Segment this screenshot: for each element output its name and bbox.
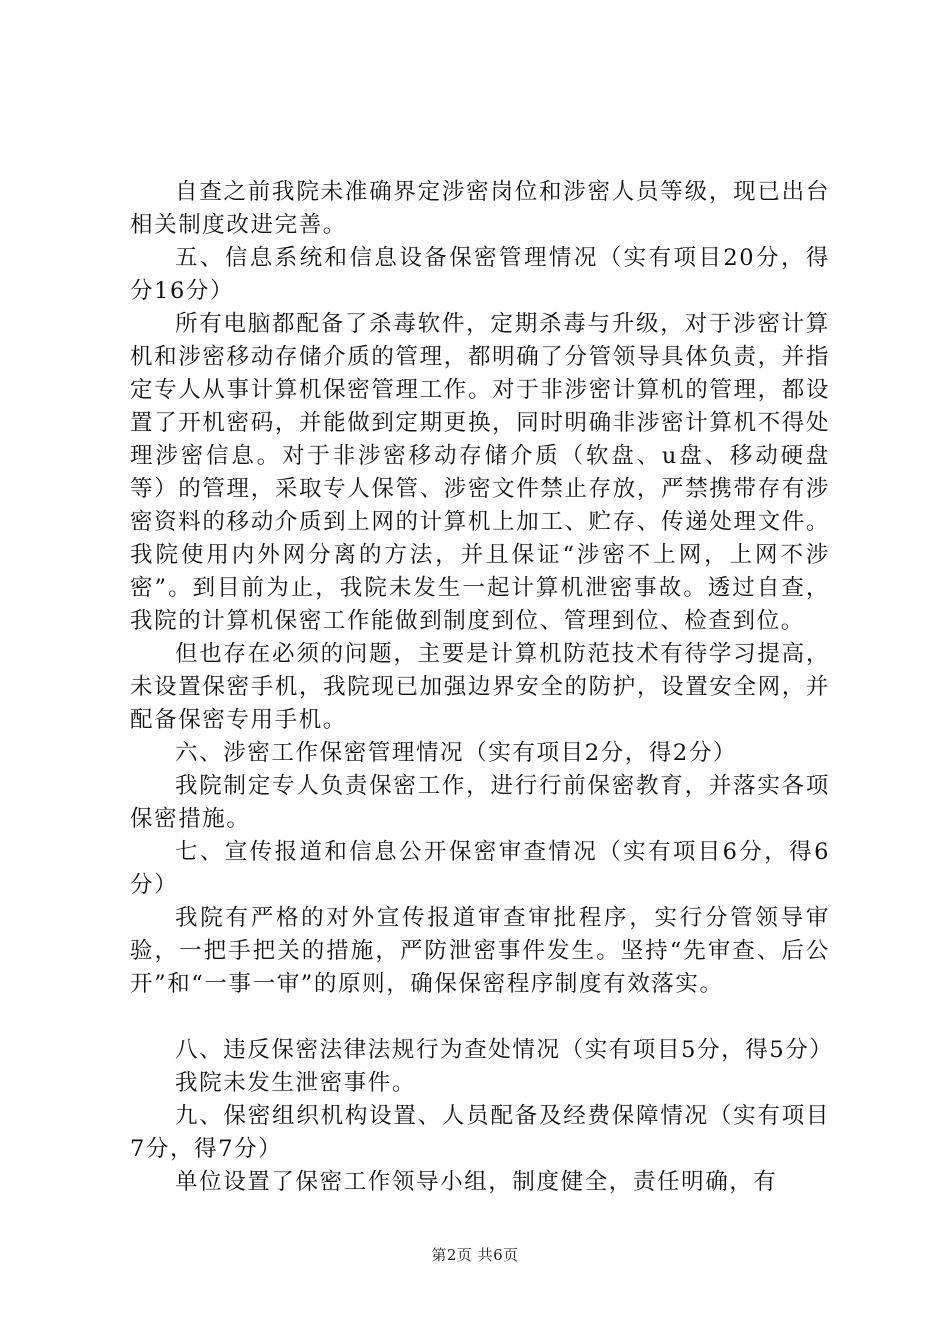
heading-section-6: 六、涉密工作保密管理情况（实有项目2分，得2分）: [175, 740, 738, 766]
heading-section-8: 八、违反保密法律法规行为查处情况（实有项目5分，得5分）: [175, 1037, 834, 1063]
paragraph-section-7-body: 我院有严格的对外宣传报道审查审批程序，实行分管领导审验，一把手把关的措施，严防泄密事件发生。坚持“先审查、后公开”和“一事一审”的原则，确保保密程序制度有效落实。: [130, 905, 830, 997]
paragraph-section-8-body: 我院未发生泄密事件。: [175, 1070, 417, 1096]
heading-section-5: 五、信息系统和信息设备保密管理情况（实有项目20分，得分16分）: [130, 245, 830, 304]
page-number-footer: 第2页 共6页: [431, 1246, 519, 1264]
paragraph-section-5-body: 所有电脑都配备了杀毒软件，定期杀毒与升级，对于涉密计算机和涉密移动存储介质的管理，都明确了分管领导具体负责，并指定专人从事计算机保密管理工作。对于非涉密计算机的管理，都设置了开机密码，并能做到定期更换，同时明确非涉密计算机不得处理涉密信息。对于非涉密移动存储介质（软盘、u盘、移动硬盘等）的管理，采取专人保管、涉密文件禁止存放，严禁携带存有涉密资料的移动介质到上网的计算机上加工、贮存、传递处理文件。我院使用内外网分离的方法，并且保证“涉密不上网，上网不涉密”。到目前为止，我院未发生一起计算机泄密事故。透过自查，我院的计算机保密工作能做到制度到位、管理到位、检查到位。: [130, 311, 830, 634]
document-body: [130, 176, 834, 1199]
paragraph-intro: 自查之前我院未准确界定涉密岗位和涉密人员等级，现已出台相关制度改进完善。: [130, 179, 830, 238]
paragraph-section-5-issues: 但也存在必须的问题，主要是计算机防范技术有待学习提高，未设置保密手机，我院现已加强边界安全的防护，设置安全网，并配备保密专用手机。: [130, 641, 830, 733]
heading-section-9: 九、保密组织机构设置、人员配备及经费保障情况（实有项目7分，得7分）: [130, 1103, 830, 1162]
heading-section-7: 七、宣传报道和信息公开保密审查情况（实有项目6分，得6分）: [130, 839, 830, 898]
paragraph-section-6-body: 我院制定专人负责保密工作，进行行前保密教育，并落实各项保密措施。: [130, 773, 830, 832]
paragraph-section-9-body: 单位设置了保密工作领导小组，制度健全，责任明确，有: [175, 1169, 778, 1195]
